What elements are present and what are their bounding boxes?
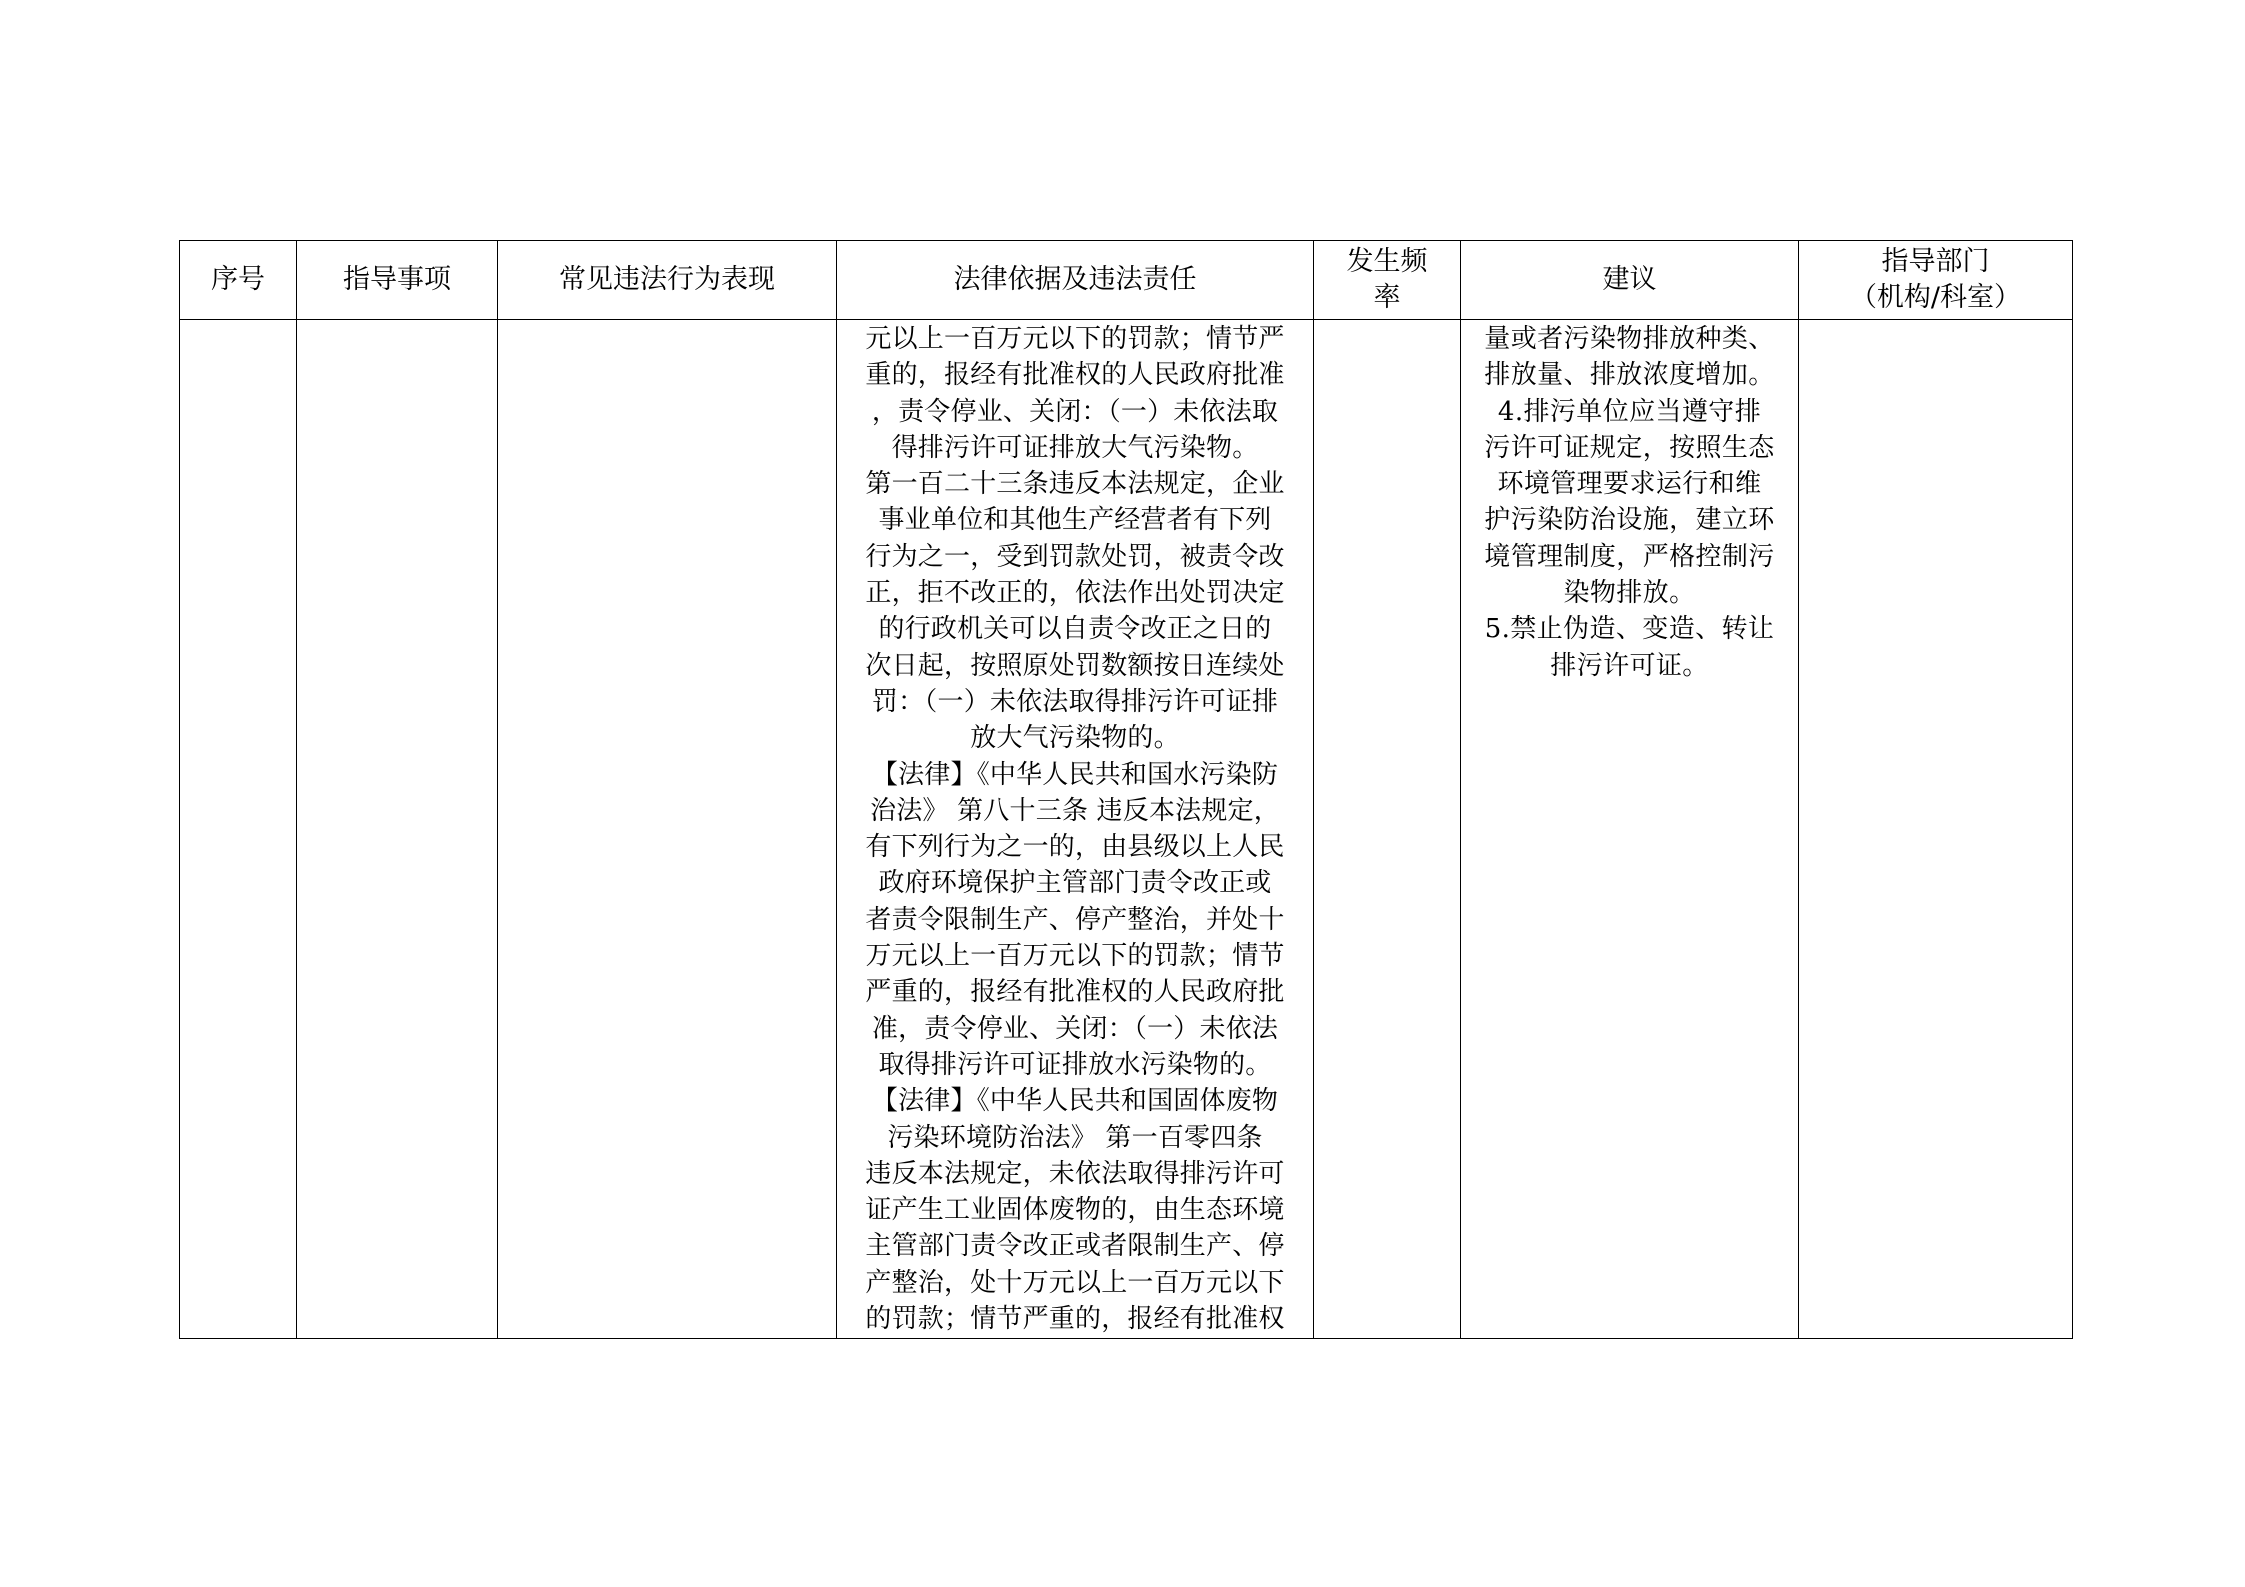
header-guidance-item: 指导事项 [297, 241, 498, 320]
header-frequency: 发生频 率 [1314, 241, 1461, 320]
cell-guidance-item [297, 320, 498, 1339]
cell-frequency [1314, 320, 1461, 1339]
guidance-table [179, 240, 2073, 1339]
header-legal-basis: 法律依据及违法责任 [837, 241, 1314, 320]
table-row [180, 320, 2073, 1339]
header-common-violations: 常见违法行为表现 [498, 241, 837, 320]
cell-legal-basis [837, 320, 1314, 1339]
header-department: 指导部门 （机构/科室） [1799, 241, 2073, 320]
header-index: 序号 [180, 241, 297, 320]
legal-basis-text: 元以上一百万元以下的罚款；情节严 重的，报经有批准权的人民政府批准 ，责令停业、关闭：（一）未依法取 得排污许可证排放大气污染物。 第一百二十三条违反本法规定，企业 事业单位和其他生产经营者有下列 行为之一，受到罚款处罚，被责令改 正，拒不改正的，依法作出处罚决定 的行政机关可以自责令改正之日的 次日起，按照原处罚数额按日连续处 罚：（一）未依法取得排污许可证排 放大气污染物的。 【法律】《中华人民共和国水污染防 治法》 第八十三条 违反本法规定， 有下列行为之一的，由县级以上人民 政府环境保护主管部门责令改正或 者责令限制生产、停产整治，并处十 万元以上一百万元以下的罚款；情节 严重的，报经有批准权的人民政府批 准，责令停业、关闭：（一）未依法 取得排污许可证排放水污染物的。 【法律】《中华人民共和国固体废物 污染环境防治法》 第一百零四条 违反本法规定，未依法取得排污许可 证产生工业固体废物的，由生态环境 主管部门责令改正或者限制生产、停 产整治，处十万元以上一百万元以下 的罚款；情节严重的，报经有批准权 [865, 324, 1285, 1335]
cell-department [1799, 320, 2073, 1339]
header-suggestion: 建议 [1461, 241, 1799, 320]
cell-common-violations [498, 320, 837, 1339]
cell-index [180, 320, 297, 1339]
table-header-row [180, 241, 2073, 320]
cell-suggestion [1461, 320, 1799, 1339]
suggestion-text: 量或者污染物排放种类、 排放量、排放浓度增加。 4.排污单位应当遵守排 污许可证规定，按照生态 环境管理要求运行和维 护污染防治设施，建立环 境管理制度，严格控制污 染物排放。 5.禁止伪造、变造、转让 排污许可证。 [1484, 324, 1775, 681]
